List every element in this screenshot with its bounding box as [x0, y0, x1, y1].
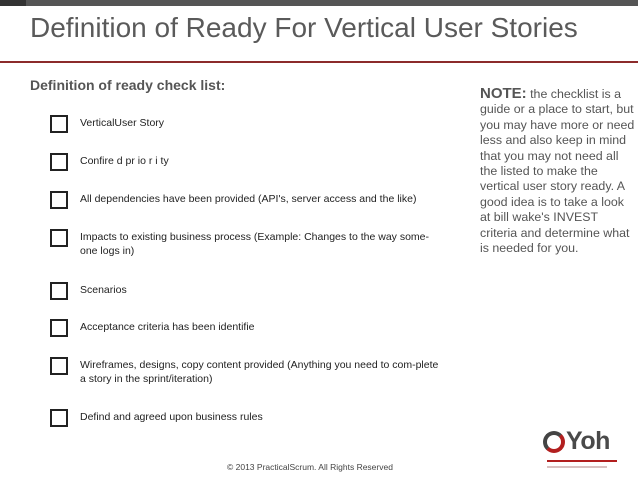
checkbox[interactable]: [50, 153, 68, 171]
title-divider: [0, 61, 638, 63]
note-text: the checklist is a guide or a place to start, but you may have more or need less and also keep in mind that you may not need all the listed to make the vertical user story ready. A good idea is to take a look at bill wake's INVEST criteria and determine what is needed for you.: [480, 87, 635, 256]
top-bar: [0, 0, 638, 6]
copyright-footer: © 2013 PracticalScrum. All Rights Reserved: [227, 462, 393, 472]
yoh-logo: [543, 427, 633, 475]
checklist-item-label: VerticalUser Story: [80, 117, 165, 129]
checklist-heading: Definition of ready check list:: [30, 77, 226, 93]
checkbox[interactable]: [50, 409, 68, 427]
yoh-logo-icon: [543, 431, 565, 453]
note-heading: NOTE:: [480, 85, 527, 102]
checklist-item-label: Scenarios: [80, 284, 127, 296]
logo-wordmark: Yoh: [566, 427, 610, 455]
checkbox[interactable]: [50, 191, 68, 209]
page-title: Definition of Ready For Vertical User Stories: [30, 12, 578, 43]
checklist-item-label: Defind and agreed upon business rules: [80, 411, 263, 423]
checkbox[interactable]: [50, 229, 68, 247]
checklist-item-label: Acceptance criteria has been identifie: [80, 321, 255, 333]
checkbox[interactable]: [50, 357, 68, 375]
logo-tagline-bar-light: [547, 466, 607, 468]
checklist-item-label: All dependencies have been provided (API's, server access and the like): [80, 193, 417, 205]
checkbox[interactable]: [50, 282, 68, 300]
checkbox[interactable]: [50, 115, 68, 133]
note-panel: [480, 86, 635, 256]
top-bar-corner: [0, 0, 26, 6]
logo-tagline-bar: [547, 460, 617, 462]
checklist-item-label: Impacts to existing business process (Example: Changes to the way some-one logs in): [80, 231, 429, 257]
checkbox[interactable]: [50, 319, 68, 337]
checklist-item-label: Wireframes, designs, copy content provided (Anything you need to com-plete a story in the sprint/iteration): [80, 359, 439, 385]
checklist-item-label: Confire d pr io r i ty: [80, 155, 169, 167]
